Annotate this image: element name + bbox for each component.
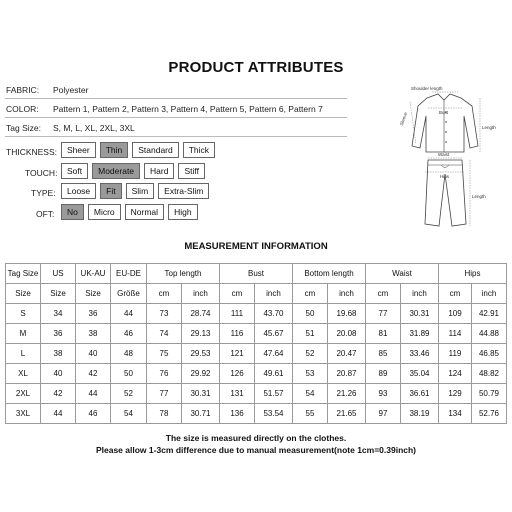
table-cell: 21.65	[328, 404, 366, 424]
table-cell: 40	[41, 364, 76, 384]
thickness-option-standard: Standard	[132, 142, 179, 158]
table-cell: 20.08	[328, 324, 366, 344]
table-cell: M	[6, 324, 41, 344]
table-cell: 75	[147, 344, 182, 364]
table-cell: 21.26	[328, 384, 366, 404]
table-cell: 116	[220, 324, 255, 344]
table-header-cell: Top length	[147, 264, 220, 284]
table-cell: 30.31	[182, 384, 220, 404]
table-cell: 97	[366, 404, 401, 424]
table-row	[6, 344, 507, 364]
table-subheader-cell: cm	[439, 284, 472, 304]
table-cell: 43.70	[255, 304, 293, 324]
table-cell: 55	[293, 404, 328, 424]
thickness-option-sheer: Sheer	[61, 142, 96, 158]
table-cell: 20.47	[328, 344, 366, 364]
table-subheader-cell: cm	[147, 284, 182, 304]
fabric-value: Polyester	[53, 85, 89, 95]
table-cell: 42.91	[472, 304, 507, 324]
tag-size-value: S, M, L, XL, 2XL, 3XL	[53, 123, 135, 133]
table-header-cell: EU-DE	[111, 264, 147, 284]
touch-option-moderate: Moderate	[92, 163, 140, 179]
table-cell: 54	[111, 404, 147, 424]
table-row	[6, 384, 507, 404]
touch-option-soft: Soft	[61, 163, 88, 179]
table-subheader-cell: Size	[76, 284, 111, 304]
table-cell: 33.46	[401, 344, 439, 364]
table-cell: 53.54	[255, 404, 293, 424]
table-cell: 109	[439, 304, 472, 324]
table-cell: 29.92	[182, 364, 220, 384]
type-option-slim: Slim	[126, 183, 155, 199]
touch-option-stiff: Stiff	[178, 163, 205, 179]
waist-label: Waist	[438, 152, 450, 157]
table-cell: 44	[41, 404, 76, 424]
table-row	[6, 404, 507, 424]
table-cell: 52	[293, 344, 328, 364]
note-line-1: The size is measured directly on the clothes.	[165, 433, 347, 443]
table-cell: 44	[111, 304, 147, 324]
table-cell: 77	[147, 384, 182, 404]
table-cell: 42	[41, 384, 76, 404]
type-option-fit: Fit	[100, 183, 121, 199]
table-cell: 47.64	[255, 344, 293, 364]
thickness-options	[61, 142, 215, 158]
table-cell: 42	[76, 364, 111, 384]
table-header-cell: Bottom length	[293, 264, 366, 284]
fabric-label: FABRIC:	[6, 85, 40, 95]
table-cell: 121	[220, 344, 255, 364]
table-cell: 85	[366, 344, 401, 364]
table-cell: 38	[76, 324, 111, 344]
table-cell: 46	[76, 404, 111, 424]
table-header-cell: Hips	[439, 264, 507, 284]
table-header-cell: Waist	[366, 264, 439, 284]
table-cell: 52.76	[472, 404, 507, 424]
table-cell: 51	[293, 324, 328, 344]
table-subheader-cell: inch	[328, 284, 366, 304]
table-cell: 46	[111, 324, 147, 344]
table-cell: 50	[111, 364, 147, 384]
top-length-label: Length	[482, 125, 496, 130]
type-option-loose: Loose	[61, 183, 96, 199]
table-row	[6, 324, 507, 344]
thickness-option-thin: Thin	[100, 142, 129, 158]
table-subheader-cell: inch	[182, 284, 220, 304]
shirt-outline-icon	[412, 94, 478, 152]
table-subheader-cell: cm	[293, 284, 328, 304]
pants-outline-icon	[425, 160, 466, 226]
table-cell: 31.89	[401, 324, 439, 344]
table-subheader-cell: Size	[41, 284, 76, 304]
table-subheader-cell: Größe	[111, 284, 147, 304]
table-cell: 131	[220, 384, 255, 404]
table-cell: 74	[147, 324, 182, 344]
table-cell: 111	[220, 304, 255, 324]
table-cell: 48	[111, 344, 147, 364]
table-subheader-cell: inch	[472, 284, 507, 304]
table-cell: 50.79	[472, 384, 507, 404]
type-options	[61, 183, 209, 199]
table-cell: 73	[147, 304, 182, 324]
divider	[5, 98, 347, 99]
hips-label: Hips	[440, 174, 450, 179]
oft-options	[61, 204, 198, 220]
table-cell: 2XL	[6, 384, 41, 404]
sleeve-label: Sleeve	[398, 111, 409, 127]
table-cell: 38	[41, 344, 76, 364]
table-cell: 46.85	[472, 344, 507, 364]
table-header-cell: UK-AU	[76, 264, 111, 284]
touch-option-hard: Hard	[144, 163, 174, 179]
tag-size-label: Tag Size:	[6, 123, 41, 133]
table-cell: 44.88	[472, 324, 507, 344]
table-cell: 126	[220, 364, 255, 384]
thickness-option-thick: Thick	[183, 142, 215, 158]
table-cell: 81	[366, 324, 401, 344]
table-cell: 45.67	[255, 324, 293, 344]
measurement-table	[5, 263, 507, 424]
table-row	[6, 364, 507, 384]
table-cell: 19.68	[328, 304, 366, 324]
table-cell: 29.53	[182, 344, 220, 364]
table-subheader-cell: cm	[220, 284, 255, 304]
table-cell: XL	[6, 364, 41, 384]
garment-diagram	[392, 86, 502, 236]
table-subheader-cell: cm	[366, 284, 401, 304]
note-line-2: Please allow 1-3cm difference due to manual measurement(note 1cm=0.39inch)	[95, 445, 417, 455]
table-cell: 3XL	[6, 404, 41, 424]
table-cell: 34	[41, 304, 76, 324]
table-row	[6, 304, 507, 324]
table-header-cell: Tag Size	[6, 264, 41, 284]
table-cell: 114	[439, 324, 472, 344]
table-cell: 76	[147, 364, 182, 384]
bust-label: Bust	[439, 110, 449, 115]
touch-options	[61, 163, 205, 179]
table-cell: 30.31	[401, 304, 439, 324]
table-cell: 93	[366, 384, 401, 404]
table-cell: 29.13	[182, 324, 220, 344]
divider	[5, 136, 347, 137]
table-cell: 28.74	[182, 304, 220, 324]
measurement-title: MEASUREMENT INFORMATION	[184, 241, 328, 252]
table-cell: 30.71	[182, 404, 220, 424]
color-value: Pattern 1, Pattern 2, Pattern 3, Pattern 4, Pattern 5, Pattern 6, Pattern 7	[53, 104, 323, 114]
table-cell: 89	[366, 364, 401, 384]
table-cell: 136	[220, 404, 255, 424]
table-cell: 52	[111, 384, 147, 404]
table-cell: 36	[76, 304, 111, 324]
table-subheader-cell: inch	[401, 284, 439, 304]
shoulder-length-label: Shoulder length	[411, 86, 443, 91]
table-cell: 134	[439, 404, 472, 424]
table-cell: 119	[439, 344, 472, 364]
table-subheader-cell: Size	[6, 284, 41, 304]
table-cell: 20.87	[328, 364, 366, 384]
page-title: PRODUCT ATTRIBUTES	[168, 59, 344, 76]
table-cell: 36	[41, 324, 76, 344]
table-cell: 35.04	[401, 364, 439, 384]
table-cell: 48.82	[472, 364, 507, 384]
table-cell: 50	[293, 304, 328, 324]
table-cell: 38.19	[401, 404, 439, 424]
table-header-cell: Bust	[220, 264, 293, 284]
table-cell: 77	[366, 304, 401, 324]
table-cell: 36.61	[401, 384, 439, 404]
oft-option-no: No	[61, 204, 84, 220]
table-cell: 49.61	[255, 364, 293, 384]
oft-option-micro: Micro	[88, 204, 121, 220]
table-header-cell: US	[41, 264, 76, 284]
table-cell: 53	[293, 364, 328, 384]
table-cell: 124	[439, 364, 472, 384]
touch-label: TOUCH:	[25, 168, 58, 178]
table-cell: 78	[147, 404, 182, 424]
bottom-length-label: Length	[472, 194, 486, 199]
table-subheader-cell: inch	[255, 284, 293, 304]
table-cell: 44	[76, 384, 111, 404]
table-cell: L	[6, 344, 41, 364]
thickness-label: THICKNESS:	[6, 147, 58, 157]
oft-option-normal: Normal	[125, 204, 164, 220]
type-label: TYPE:	[31, 188, 56, 198]
table-cell: 51.57	[255, 384, 293, 404]
oft-label: OFT:	[36, 209, 55, 219]
oft-option-high: High	[168, 204, 197, 220]
table-cell: 129	[439, 384, 472, 404]
color-label: COLOR:	[6, 104, 39, 114]
table-cell: S	[6, 304, 41, 324]
table-cell: 40	[76, 344, 111, 364]
type-option-extra-slim: Extra-Slim	[158, 183, 209, 199]
table-cell: 54	[293, 384, 328, 404]
divider	[5, 117, 347, 118]
